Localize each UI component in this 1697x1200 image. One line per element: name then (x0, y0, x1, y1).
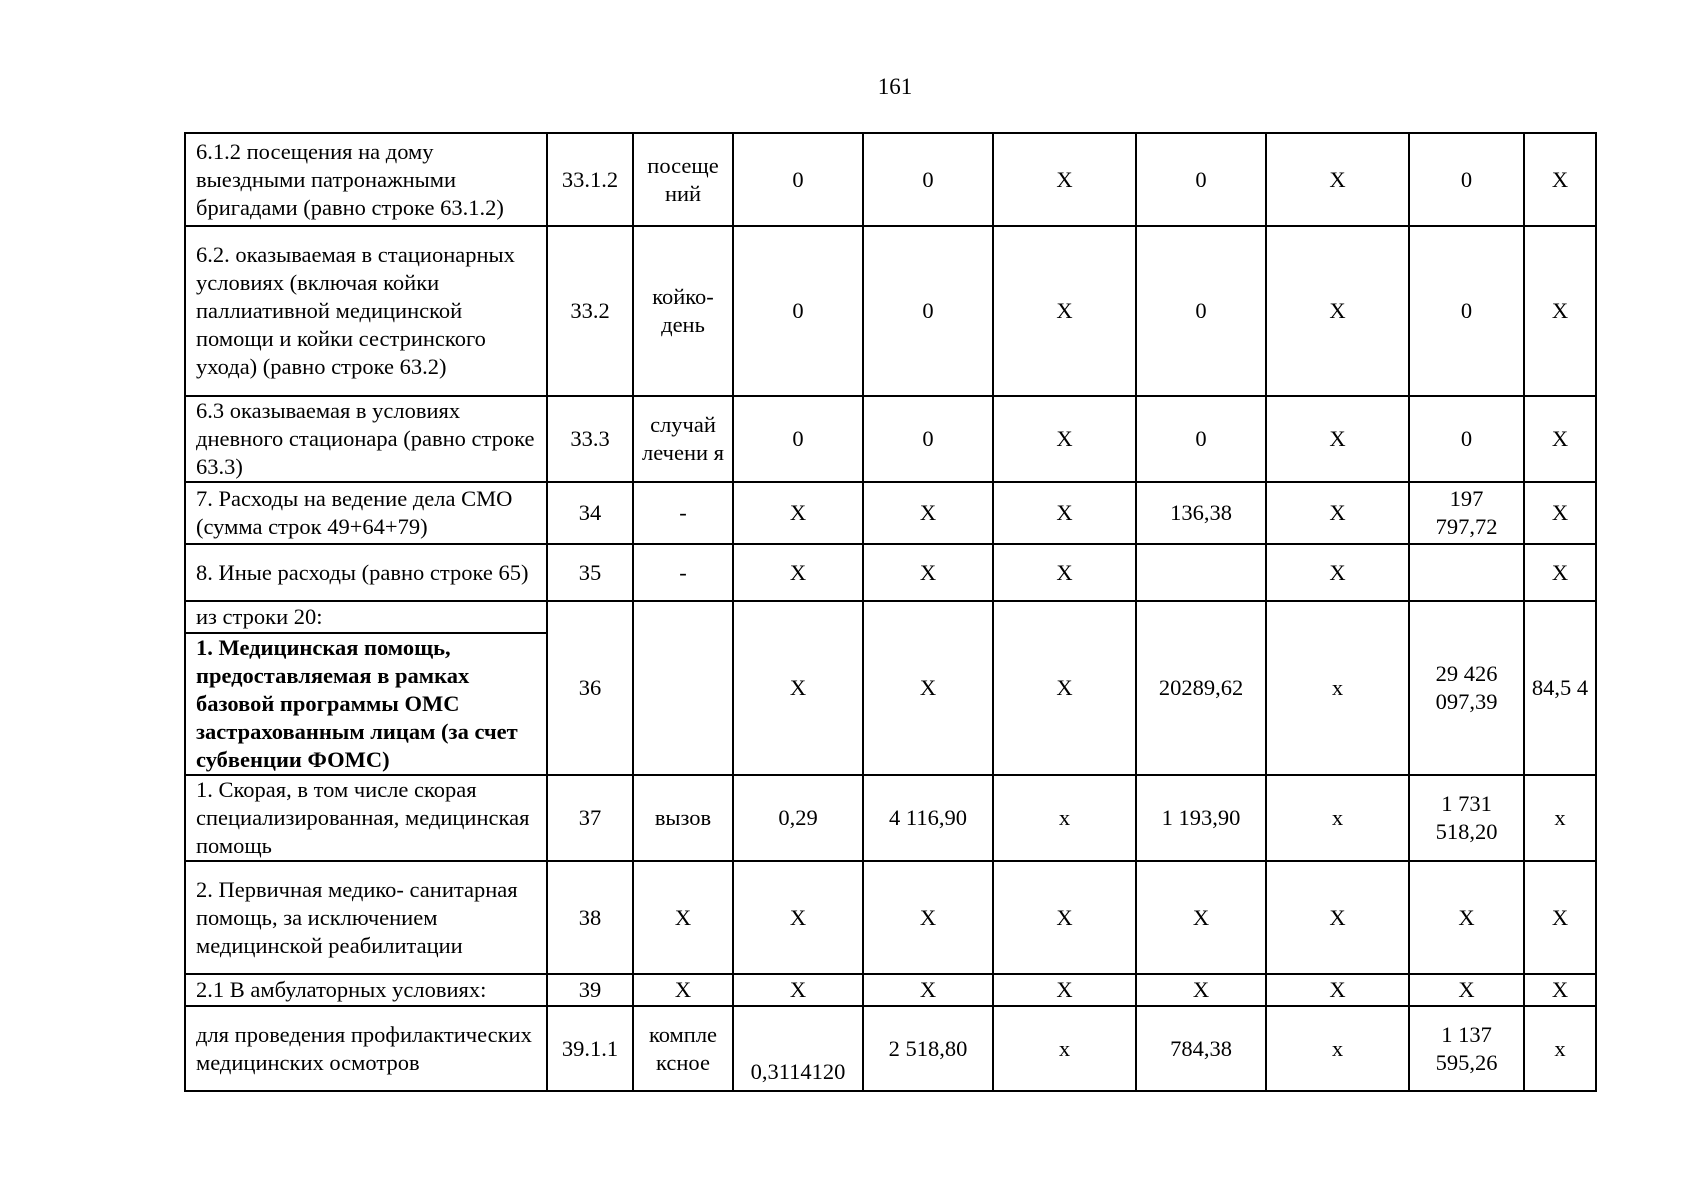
row-code: 38 (547, 861, 633, 974)
row-description: 6.2. оказываемая в стационарных условиях (включая койки паллиативной медицинской помощи и койки сестринского ухода) (равно строке 63.2) (185, 226, 547, 396)
row-cell: Х (1524, 226, 1596, 396)
row-cell: 0 (1136, 133, 1266, 226)
row-code: 37 (547, 775, 633, 861)
row-code: 35 (547, 544, 633, 601)
row-cell: 136,38 (1136, 482, 1266, 544)
row-cell: Х (863, 544, 993, 601)
row-description: 1. Медицинская помощь, предоставляемая в рамках базовой программы ОМС застрахованным лицам (за счет субвенции ФОМС) (185, 633, 547, 775)
row-unit: посеще ний (633, 133, 733, 226)
row-cell: Х (1524, 482, 1596, 544)
table-row (185, 544, 1596, 601)
row-unit: Х (633, 861, 733, 974)
row-cell: 2 518,80 (863, 1006, 993, 1091)
row-description: 2.1 В амбулаторных условиях: (185, 974, 547, 1006)
row-cell: 784,38 (1136, 1006, 1266, 1091)
row-cell: 0 (863, 396, 993, 482)
row-code: 33.3 (547, 396, 633, 482)
row-cell: Х (1524, 396, 1596, 482)
row-cell: Х (733, 544, 863, 601)
row-cell: Х (863, 601, 993, 775)
row-cell: х (1266, 1006, 1409, 1091)
row-cell: х (993, 775, 1136, 861)
row-description: для проведения профилактических медицинских осмотров (185, 1006, 547, 1091)
row-cell: Х (1136, 861, 1266, 974)
table-row (185, 482, 1596, 544)
row-cell: Х (863, 861, 993, 974)
row-unit: вызов (633, 775, 733, 861)
row-cell: х (993, 1006, 1136, 1091)
page-number: 161 (877, 74, 913, 99)
row-cell: Х (993, 482, 1136, 544)
row-description-header: из строки 20: (185, 601, 547, 633)
row-cell: Х (1136, 974, 1266, 1006)
row-cell: 197 797,72 (1409, 482, 1524, 544)
row-description: 6.3 оказываемая в условиях дневного стационара (равно строке 63.3) (185, 396, 547, 482)
row-cell: Х (993, 133, 1136, 226)
row-cell: Х (863, 974, 993, 1006)
row-cell: х (1266, 775, 1409, 861)
row-unit: случай лечени я (633, 396, 733, 482)
row-cell: Х (993, 974, 1136, 1006)
row-cell: Х (993, 226, 1136, 396)
row-cell: 0,29 (733, 775, 863, 861)
row-cell: 0 (733, 226, 863, 396)
row-cell: х (1266, 601, 1409, 775)
row-code: 39.1.1 (547, 1006, 633, 1091)
row-cell: Х (1266, 482, 1409, 544)
row-cell: Х (1524, 133, 1596, 226)
table-row (185, 861, 1596, 974)
row-cell: Х (863, 482, 993, 544)
row-cell: Х (1524, 861, 1596, 974)
row-description: 2. Первичная медико- санитарная помощь, за исключением медицинской реабилитации (185, 861, 547, 974)
row-cell: Х (1409, 974, 1524, 1006)
table-row (185, 396, 1596, 482)
row-cell: 0 (863, 133, 993, 226)
row-cell: Х (1266, 133, 1409, 226)
row-cell: Х (993, 601, 1136, 775)
row-cell: Х (1266, 396, 1409, 482)
row-cell: 0 (1136, 396, 1266, 482)
row-unit: - (633, 482, 733, 544)
row-cell: 0 (1409, 226, 1524, 396)
row-cell: Х (1409, 861, 1524, 974)
row-code: 34 (547, 482, 633, 544)
row-cell (1136, 544, 1266, 601)
row-unit: - (633, 544, 733, 601)
data-table (184, 132, 1597, 1092)
row-cell: 1 731 518,20 (1409, 775, 1524, 861)
row-code: 33.1.2 (547, 133, 633, 226)
row-unit: компле ксное (633, 1006, 733, 1091)
row-cell: 0 (1409, 133, 1524, 226)
table-row (185, 775, 1596, 861)
row-unit: койко- день (633, 226, 733, 396)
table-row (185, 1006, 1596, 1091)
row-code: 36 (547, 601, 633, 775)
row-cell: 0 (1136, 226, 1266, 396)
row-unit (633, 601, 733, 775)
row-cell: Х (1524, 544, 1596, 601)
table-row (185, 974, 1596, 1006)
row-cell: 29 426 097,39 (1409, 601, 1524, 775)
row-cell: Х (993, 396, 1136, 482)
row-cell: Х (1524, 974, 1596, 1006)
row-cell: 1 193,90 (1136, 775, 1266, 861)
row-cell: 0 (733, 133, 863, 226)
table-row (185, 133, 1596, 226)
row-cell: 0 (863, 226, 993, 396)
row-unit: Х (633, 974, 733, 1006)
row-cell: Х (733, 482, 863, 544)
row-description: 6.1.2 посещения на дому выездными патронажными бригадами (равно строке 63.1.2) (185, 133, 547, 226)
row-cell: Х (733, 601, 863, 775)
row-code: 39 (547, 974, 633, 1006)
row-cell: Х (1266, 226, 1409, 396)
row-cell: 0 (733, 396, 863, 482)
row-description: 8. Иные расходы (равно строке 65) (185, 544, 547, 601)
row-description: 1. Скорая, в том числе скорая специализированная, медицинская помощь (185, 775, 547, 861)
table-row (185, 226, 1596, 396)
row-cell: 0,3114120 (733, 1006, 863, 1091)
row-code: 33.2 (547, 226, 633, 396)
row-description: 7. Расходы на ведение дела СМО (сумма строк 49+64+79) (185, 482, 547, 544)
row-cell: Х (733, 861, 863, 974)
row-cell: Х (993, 544, 1136, 601)
table-row (185, 601, 1596, 633)
row-cell: 20289,62 (1136, 601, 1266, 775)
row-cell: Х (993, 861, 1136, 974)
row-cell: Х (1266, 861, 1409, 974)
row-cell: 1 137 595,26 (1409, 1006, 1524, 1091)
row-cell: 0 (1409, 396, 1524, 482)
row-cell: 4 116,90 (863, 775, 993, 861)
row-cell: х (1524, 775, 1596, 861)
row-cell (1409, 544, 1524, 601)
row-cell: Х (1266, 544, 1409, 601)
row-cell: х (1524, 1006, 1596, 1091)
row-cell: Х (1266, 974, 1409, 1006)
row-cell: 84,5 4 (1524, 601, 1596, 775)
row-cell: Х (733, 974, 863, 1006)
